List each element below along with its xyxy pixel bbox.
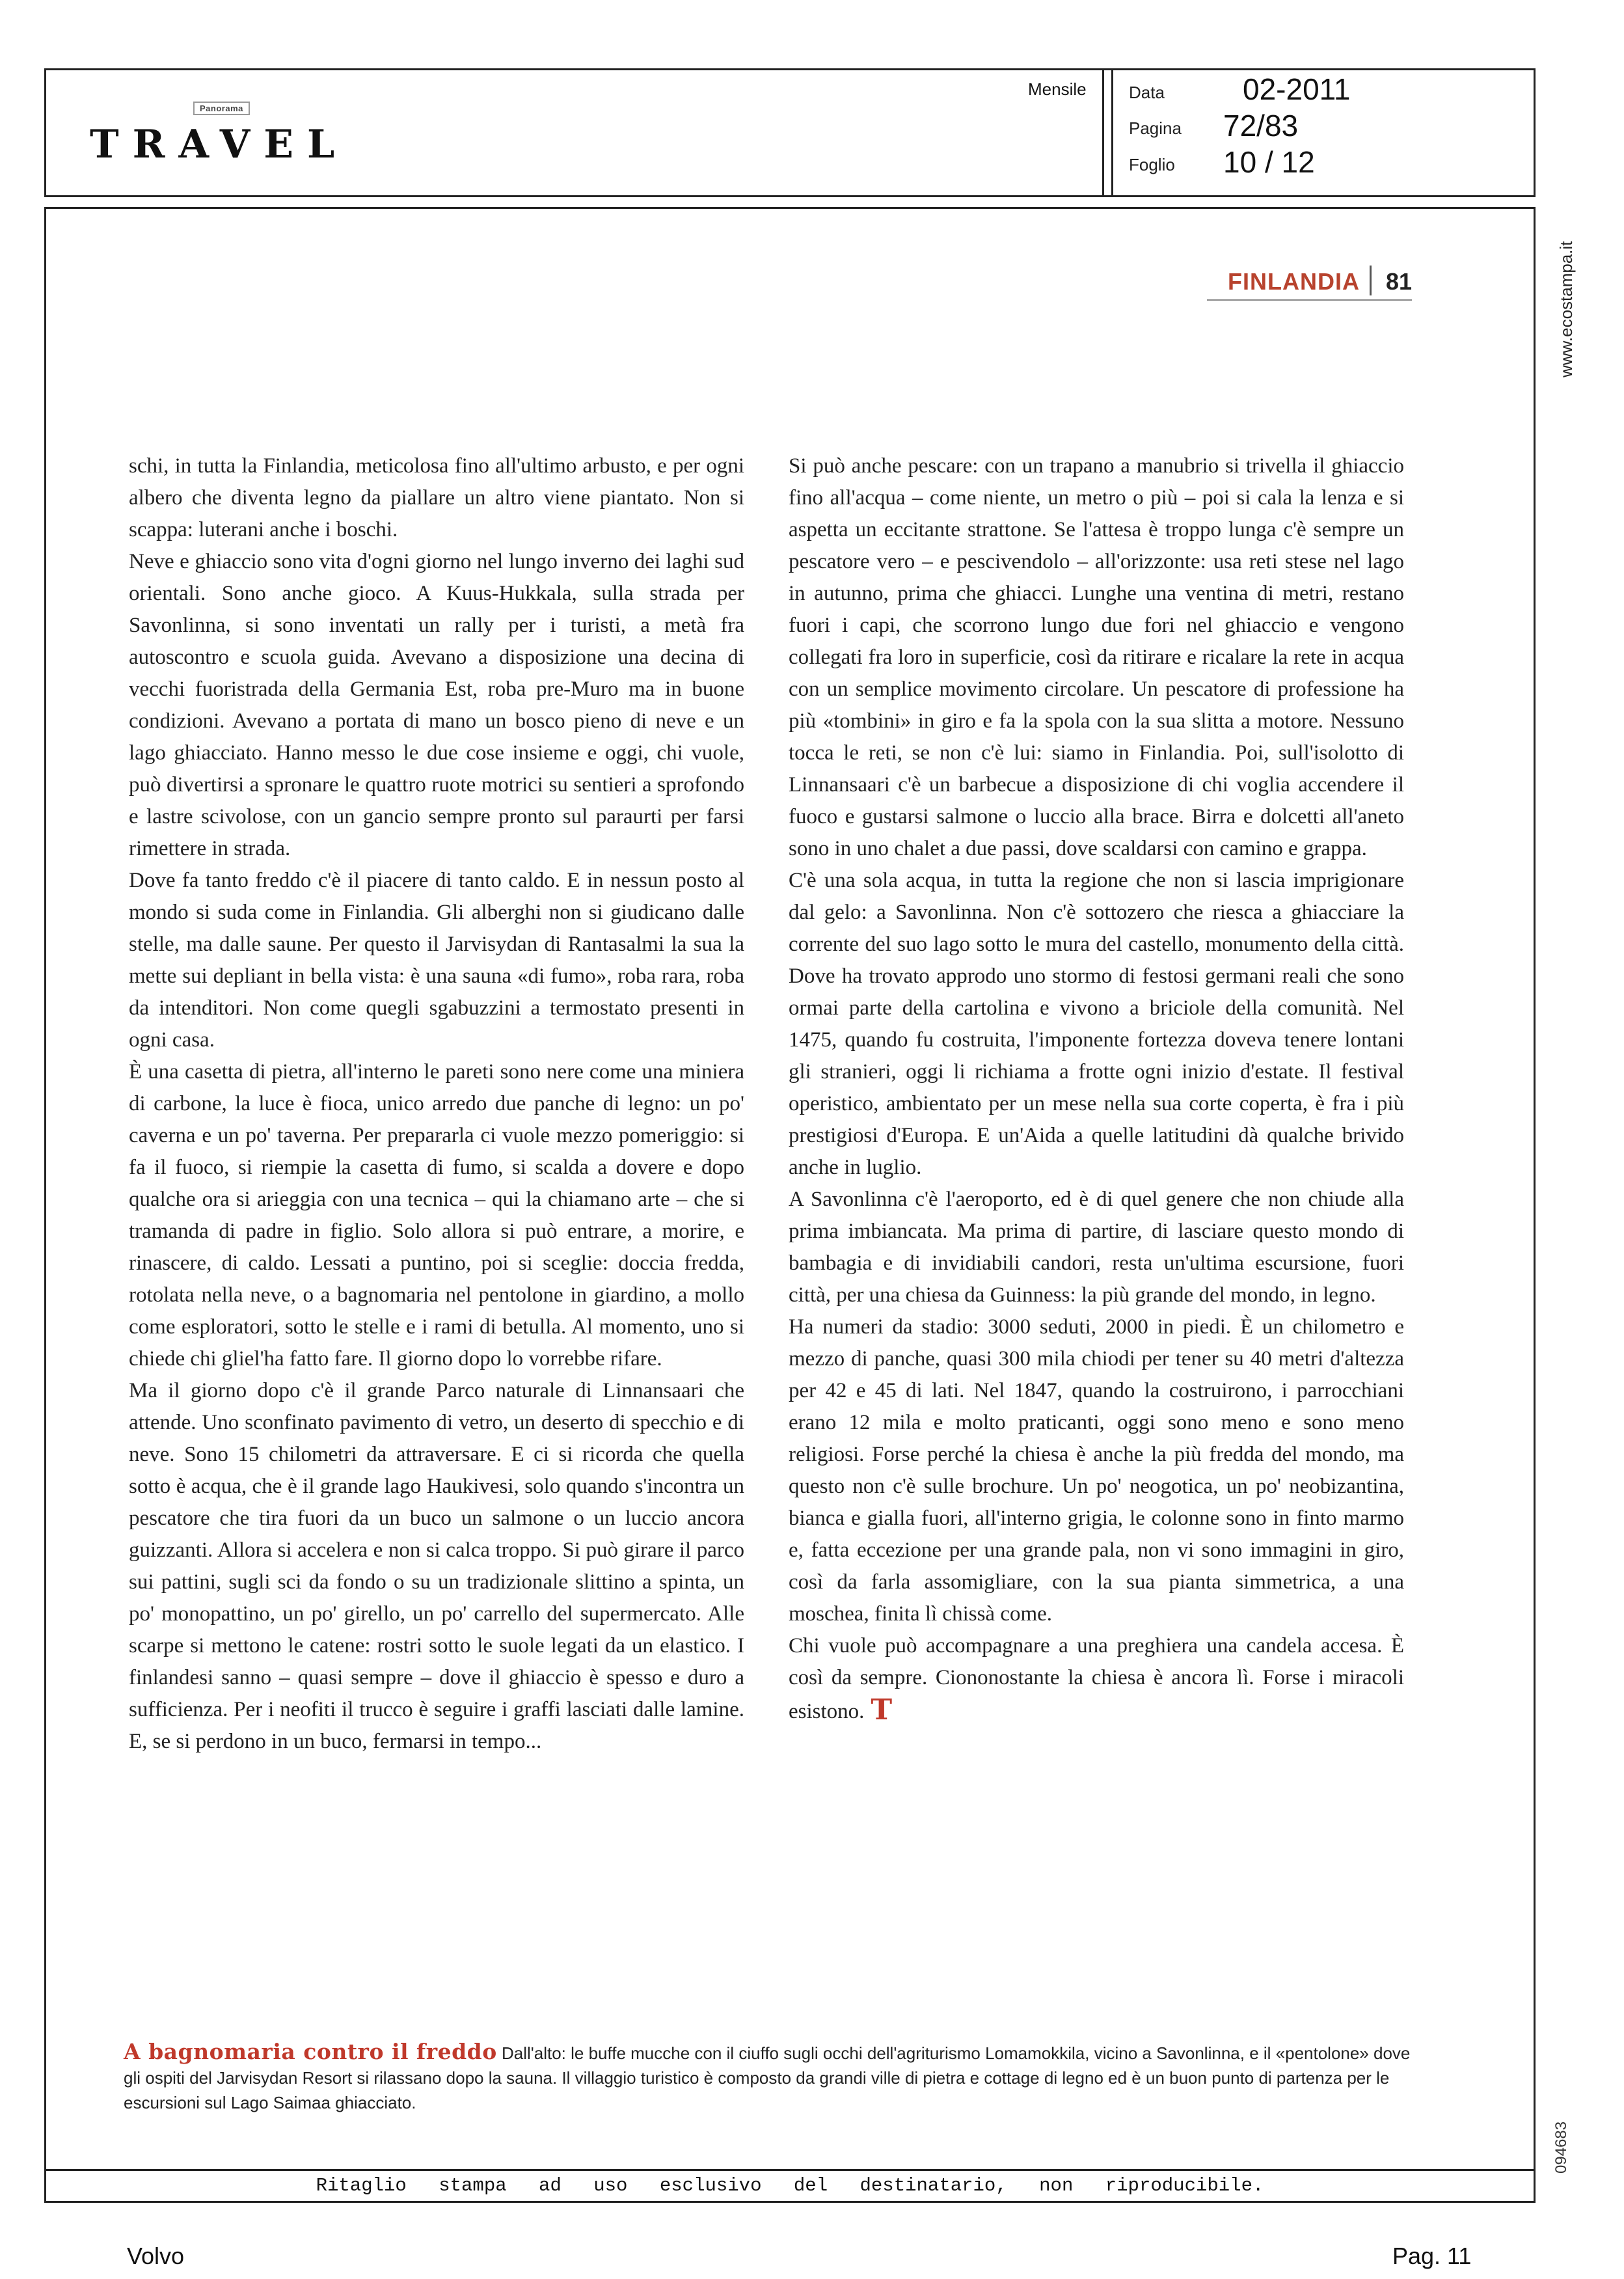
section-separator [1370, 266, 1372, 295]
foglio-value: 10 / 12 [1223, 145, 1315, 179]
header-rule [1207, 299, 1412, 301]
document-code: 094683 [1552, 2121, 1570, 2174]
article-column-left [129, 450, 744, 1915]
footer-page: Pag. 11 [1392, 2243, 1472, 2269]
article-column-right [789, 450, 1404, 1915]
caption-text: Dall'alto: le buffe mucche con il ciuffo sugli occhi dell'agriturismo Lomamokkila, vicino a Savonlinna, e il «pentolone» dove gli ospiti del Jarvisydan Resort si rilassano dopo la sauna. Il villaggio turistico è composto da grandi ville di pietra e cottage di legno ed è un buon punto di partenza per le escursioni sul Lago Saimaa ghiacciato. [124, 2043, 1411, 2112]
publication-logo-small: Panorama [193, 102, 250, 115]
photo-caption [124, 2040, 1418, 2115]
site-url: www.ecostampa.it [1556, 241, 1576, 377]
notice-rule [44, 2169, 1536, 2171]
foglio-label: Foglio [1129, 155, 1175, 174]
footer-client: Volvo [127, 2243, 185, 2269]
pagina-value: 72/83 [1223, 109, 1299, 143]
caption-title: A bagnomaria contro il freddo [124, 2039, 497, 2064]
article-text-right-body: Si può anche pescare: con un trapano a manubrio si trivella il ghiaccio fino all'acqua – come niente, un metro o più – poi si cala la lenza e si aspetta un eccitante strattone. Se l'attesa è troppo lunga c'è sempre un pescatore vero – e pescivendolo – all'orizzonte: usa reti stese nel lago in autunno, prima che ghiacci. Lunghe una ventina di metri, restano fuori i capi, che scorrono lungo due fori nel ghiaccio e vengono collegati fra loro in superficie, così da ritirare e ricalare la rete in acqua con un semplice movimento circolare. Un pescatore di professione ha più «tombini» in giro e fa la spola con la sua slitta a motore. Nessuno tocca le reti, se non c'è lui: siamo in Finlandia. Poi, sull'isolotto di Linnansaari c'è un barbecue a disposizione di chi voglia accendere il fuoco e gustarsi salmone o luccio alla brace. Birra e dolcetti all'aneto sono in uno chalet a due passi, dove scaldarsi con camino e grappa. C'è una sola acqua, in tutta la regione che non si lascia imprigionare dal gelo: a Savonlinna. Non c'è sottozero che riesca a ghiacciare la corrente del suo lago sotto le mura del castello, monumento della città. Dove ha trovato approdo uno stormo di festosi germani reali che sono ormai parte della cartolina e vivono a briciole della comunità. Nel 1475, quando fu costruita, l'imponente fortezza doveva tenere lontani gli stranieri, oggi li richiama a frotte ogni inizio d'estate. Il festival operistico, ambientato per un mese nella sua corte coperta, è fra i più prestigiosi d'Europa. E un'Aida a quelle latitudini dà qualche brivido anche in luglio. A Savonlinna c'è l'aeroporto, ed è di quel genere che non chiude alla prima imbiancata. Ma prima di partire, di lasciare questo mondo di bambagia e di invidiabili candori, resta un'ultima escursione, fuori città, per una chiesa da Guinness: la più grande del mondo, in legno. Ha numeri da stadio: 3000 seduti, 2000 in piedi. È un chilometro e mezzo di panche, quasi 300 mila chiodi per tener su 40 metri d'altezza per 42 e 45 di lati. Nel 1847, quando la costruirono, i parrocchiani erano 12 mila e molto praticanti, oggi sono meno e sono meno religiosi. Forse perché la chiesa è anche la più fredda del mondo, ma questo non c'è sulle brochure. Un po' neogotica, un po' neobizantina, bianca e gialla fuori, all'interno grigia, le colonne sono in finto marmo e, fatta eccezione per una grande pala, non vi sono immagini in giro, così da farla assomigliare, con la sua pianta simmetrica, a una moschea, finita lì chissà come. Chi vuole può accompagnare a una preghiera una candela accesa. È così da sempre. Ciononostante la chiesa è ancora lì. Forse i miracoli esistono. [789, 454, 1404, 1723]
copyright-notice: Ritaglio stampa ad uso esclusivo del destinatario, non riproducibile. [316, 2175, 1264, 2196]
article-text-right [789, 450, 1404, 1728]
header-divider [1111, 68, 1113, 197]
page-header [1106, 259, 1412, 303]
pagina-label: Pagina [1129, 118, 1182, 138]
header-divider [1102, 68, 1104, 197]
section-name: FINLANDIA [1228, 268, 1360, 295]
data-value: 02-2011 [1243, 72, 1351, 106]
page-number: 81 [1385, 268, 1412, 295]
article-text-left: schi, in tutta la Finlandia, meticolosa fino all'ultimo arbusto, e per ogni albero che diventa legno da piallare un altro viene piantato. Non si scappa: luterani anche i boschi. Neve e ghiaccio sono vita d'ogni giorno nel lungo inverno dei laghi sud orientali. Sono anche gioco. A Kuus-Hukkala, sulla strada per Savonlinna, si sono inventati un rally per i turisti, a metà fra autoscontro e scuola guida. Avevano a disposizione una decina di vecchi fuoristrada della Germania Est, roba pre-Muro ma in buone condizioni. Avevano a portata di mano un bosco pieno di neve e un lago ghiacciato. Hanno messo le due cose insieme e oggi, chi vuole, può divertirsi a spronare le quattro ruote motrici su sentieri a sprofondo e lastre scivolose, con un gancio sempre pronto sul paraurti per farsi rimettere in strada. Dove fa tanto freddo c'è il piacere di tanto caldo. E in nessun posto al mondo si suda come in Finlandia. Gli alberghi non si giudicano dalle stelle, ma dalle saune. Per questo il Jarvisydan di Rantasalmi la sua la mette sui depliant in bella vista: è una sauna «di fumo», roba rara, roba da intenditori. Non come quegli sgabuzzini a termostato presenti in ogni casa. È una casetta di pietra, all'interno le pareti sono nere come una miniera di carbone, la luce è fioca, unico arredo due panche di legno: un po' caverna e un po' taverna. Per prepararla ci vuole mezzo pomeriggio: si fa il fuoco, si riempie la casetta di fumo, si scalda a dovere e dopo qualche ora si arieggia con una tecnica – qui la chiamano arte – che si tramanda di padre in figlio. Solo allora si può entrare, a morire, e rinascere, di caldo. Lessati a puntino, poi si sceglie: doccia fredda, rotolata nella neve, o a bagnomaria nel pentolone in giardino, a mollo come esploratori, sotto le stelle e i rami di betulla. Al momento, uno si chiede chi gliel'ha fatto fare. Il giorno dopo lo vorrebbe rifare. Ma il giorno dopo c'è il grande Parco naturale di Linnansaari che attende. Uno sconfinato pavimento di vetro, un deserto di specchio e di neve. Sono 15 chilometri da attraversare. E ci si ricorda che quella sotto è acqua, che è il grande lago Haukivesi, solo quando s'incontra un pescatore che tira fuori da un buco un salmone o un luccio ancora guizzanti. Allora si accelera e non si calca troppo. Si può girare il parco sui pattini, sugli sci da fondo o su un tradizionale slittino a spinta, un po' monopattino, un po' girello, un po' carrello del supermercato. Alle scarpe si mettono le catene: rostri sotto le suole legati da un elastico. I finlandesi sanno – quasi sempre – dove il ghiaccio è spesso e duro a sufficienza. Per i neofiti il trucco è seguire i graffi lasciati dalle lamine. E, se si perdono in un buco, fermarsi in tempo... [129, 454, 744, 1753]
data-label: Data [1129, 83, 1165, 102]
end-mark-icon: T [871, 1693, 893, 1726]
publication-title: TRAVEL [90, 122, 349, 167]
frequency: Mensile [1028, 79, 1087, 99]
